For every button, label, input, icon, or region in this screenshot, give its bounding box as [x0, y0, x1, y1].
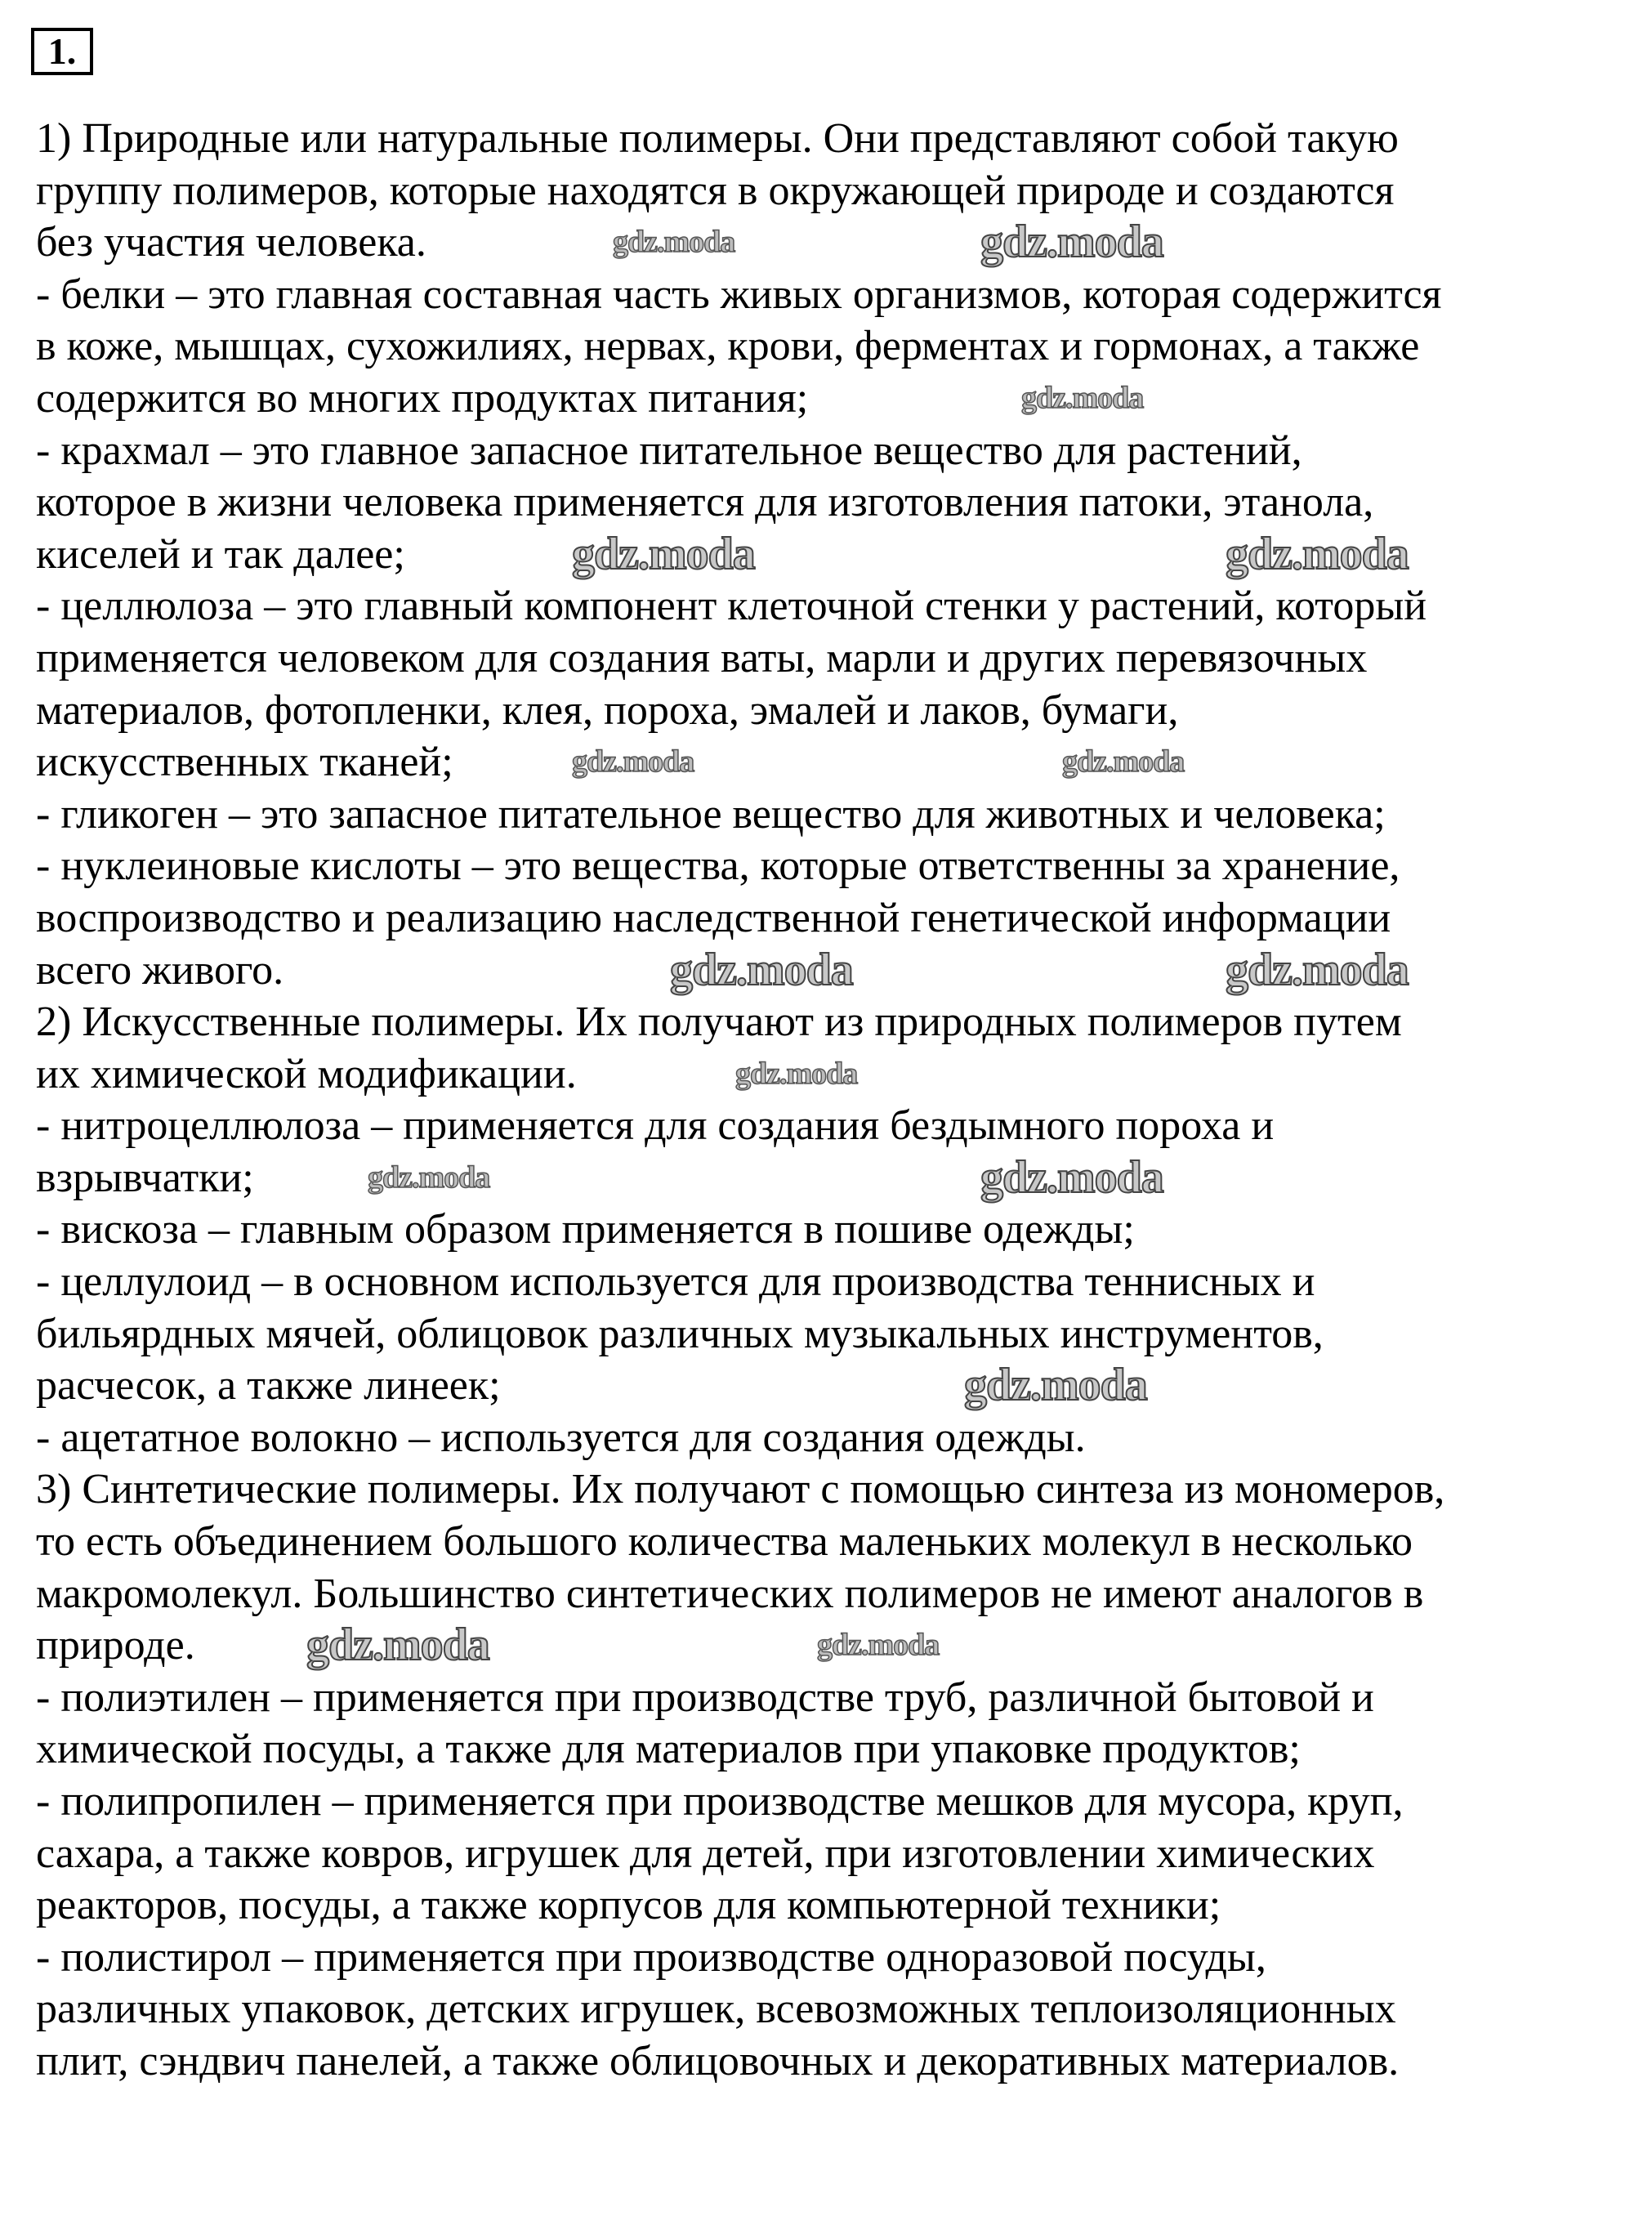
text-line: - вискоза – главным образом применяется в пошиве одежды; — [36, 1206, 1135, 1253]
text-line: - целлулоид – в основном используется для производства теннисных и — [36, 1258, 1315, 1306]
text-line: - крахмал – это главное запасное питательное вещество для растений, — [36, 427, 1302, 474]
watermark: gdz.moda — [1226, 529, 1409, 579]
text-line: 1) Природные или натуральные полимеры. Они представляют собой такую — [36, 115, 1399, 162]
watermark: gdz.moda — [572, 744, 694, 779]
text-line: - полистирол – применяется при производстве одноразовой посуды, — [36, 1933, 1266, 1981]
text-line: расчесок, а также линеек; — [36, 1362, 501, 1410]
text-line: в коже, мышцах, сухожилиях, нервах, крови, ферментах и гормонах, а также — [36, 323, 1420, 370]
text-line: группу полимеров, которые находятся в окружающей природе и создаются — [36, 167, 1395, 214]
watermark: gdz.moda — [670, 945, 853, 995]
text-line: то есть объединением большого количества маленьких молекул в несколько — [36, 1518, 1413, 1566]
text-line: искусственных тканей; — [36, 739, 453, 786]
text-line: 3) Синтетические полимеры. Их получают с помощью синтеза из мономеров, — [36, 1466, 1445, 1513]
text-line: сахара, а также ковров, игрушек для детей, при изготовлении химических — [36, 1830, 1375, 1877]
text-line: взрывчатки; — [36, 1154, 254, 1201]
task-number-box: 1. — [31, 28, 93, 75]
watermark: gdz.moda — [613, 225, 735, 259]
text-line: киселей и так далее; — [36, 530, 405, 578]
text-line: которое в жизни человека применяется для изготовления патоки, этанола, — [36, 479, 1374, 526]
text-line: - нитроцеллюлоза – применяется для создания бездымного пороха и — [36, 1102, 1275, 1150]
text-line: - целлюлоза – это главный компонент клеточной стенки у растений, который — [36, 583, 1427, 630]
text-line: всего живого. — [36, 946, 284, 994]
text-line: - полипропилен – применяется при производстве мешков для мусора, круп, — [36, 1778, 1404, 1825]
text-line: макромолекул. Большинство синтетических полимеров не имеют аналогов в — [36, 1570, 1424, 1617]
text-line: 2) Искусственные полимеры. Их получают из природных полимеров путем — [36, 999, 1402, 1046]
watermark: gdz.moda — [964, 1360, 1147, 1410]
text-line: содержится во многих продуктах питания; — [36, 374, 809, 422]
watermark: gdz.moda — [306, 1620, 489, 1670]
text-line: химической посуды, а также для материалов при упаковке продуктов; — [36, 1726, 1301, 1773]
watermark: gdz.moda — [1021, 381, 1144, 415]
text-line: реакторов, посуды, а также корпусов для компьютерной техники; — [36, 1882, 1221, 1929]
text-line: применяется человеком для создания ваты, марли и других перевязочных — [36, 634, 1368, 681]
text-line: - нуклеиновые кислоты – это вещества, которые ответственны за хранение, — [36, 842, 1400, 890]
text-line: - полиэтилен – применяется при производстве труб, различной бытовой и — [36, 1673, 1374, 1721]
text-line: природе. — [36, 1622, 195, 1669]
text-line: различных упаковок, детских игрушек, всевозможных теплоизоляционных — [36, 1986, 1396, 2033]
text-line: без участия человека. — [36, 219, 426, 266]
text-line: плит, сэндвич панелей, а также облицовочных и декоративных материалов. — [36, 2037, 1400, 2084]
watermark: gdz.moda — [817, 1628, 940, 1662]
watermark: gdz.moda — [1226, 945, 1409, 995]
text-line: воспроизводство и реализацию наследственной генетической информации — [36, 894, 1391, 941]
watermark: gdz.moda — [572, 529, 755, 579]
watermark: gdz.moda — [735, 1057, 858, 1091]
text-line: - гликоген – это запасное питательное вещество для животных и человека; — [36, 790, 1386, 838]
watermark: gdz.moda — [980, 1152, 1163, 1203]
text-line: их химической модификации. — [36, 1050, 577, 1097]
watermark: gdz.moda — [368, 1160, 490, 1195]
text-line: - ацетатное волокно – используется для создания одежды. — [36, 1414, 1086, 1461]
text-line: материалов, фотопленки, клея, пороха, эмалей и лаков, бумаги, — [36, 686, 1179, 734]
watermark: gdz.moda — [980, 217, 1163, 267]
watermark: gdz.moda — [1062, 744, 1185, 779]
text-line: - белки – это главная составная часть живых организмов, которая содержится — [36, 270, 1442, 318]
text-line: бильярдных мячей, облицовок различных музыкальных инструментов, — [36, 1310, 1324, 1357]
